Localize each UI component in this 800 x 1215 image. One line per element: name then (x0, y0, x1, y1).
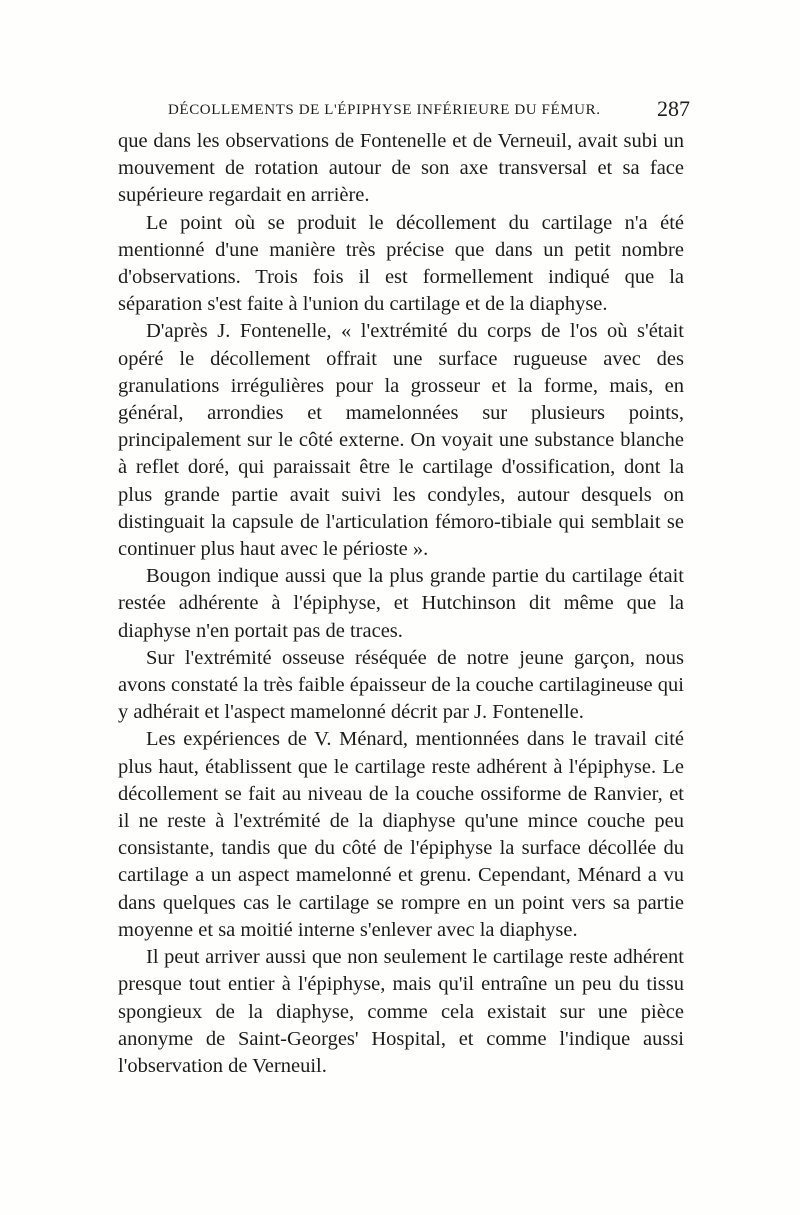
paragraph: D'après J. Fontenelle, « l'extrémité du corps de l'os où s'était opéré le décollement offrait une surface rugueuse avec des granulations irrégulières pour la grosseur et la forme, mais, en général, arrondies et mamelonnées sur plusieurs points, principalement sur le côté externe. On voyait une substance blanche à reflet doré, qui paraissait être le cartilage d'ossification, dont la plus grande partie avait suivi les condyles, autour desquels on distinguait la capsule de l'articulation fémoro-tibiale qui semblait se continuer plus haut avec le périoste ». (118, 320, 684, 561)
body-text (118, 128, 684, 1080)
paragraph: Le point où se produit le décollement du cartilage n'a été mentionné d'une manière très précise que dans un petit nombre d'observations. Trois fois il est formellement indiqué que la séparation s'est faite à l'union du cartilage et de la diaphyse. (118, 211, 684, 316)
page-number: 287 (657, 96, 690, 121)
paragraph: Bougon indique aussi que la plus grande partie du cartilage était restée adhérente à l'épiphyse, et Hutchinson dit même que la diaphyse n'en portait pas de traces. (118, 565, 684, 642)
paragraph: Sur l'extrémité osseuse réséquée de notre jeune garçon, nous avons constaté la très faible épaisseur de la couche cartilagineuse qui y adhérait et l'aspect mamelonné décrit par J. Fontenelle. (118, 646, 684, 724)
paragraph: Les expériences de V. Ménard, mentionnées dans le travail cité plus haut, établissent que le cartilage reste adhérent à l'épiphyse. Le décollement se fait au niveau de la couche ossiforme de Ranvier, et il ne reste à l'extrémité de la diaphyse qu'une mince couche peu consistante, tandis que du côté de l'épiphyse la surface décollée du cartilage a un aspect mamelonné et grenu. Cependant, Ménard a vu dans quelques cas le cartilage se rompre en un point vers sa partie moyenne et sa moitié interne s'enlever avec la diaphyse. (118, 728, 684, 941)
running-header (168, 96, 690, 126)
paragraph: Il peut arriver aussi que non seulement le cartilage reste adhérent presque tout entier à l'épiphyse, mais qu'il entraîne un peu du tissu spongieux de la diaphyse, comme cela existait sur une pièce anonyme de Saint-Georges' Hospital, et comme l'indique aussi l'observation de Verneuil. (118, 946, 684, 1077)
running-title: DÉCOLLEMENTS DE L'ÉPIPHYSE INFÉRIEURE DU FÉMUR. (168, 102, 601, 118)
paragraph-continued: que dans les observations de Fontenelle et de Verneuil, avait subi un mouvement de rotation autour de son axe transversal et sa face supérieure regardait en arrière. (118, 130, 684, 207)
